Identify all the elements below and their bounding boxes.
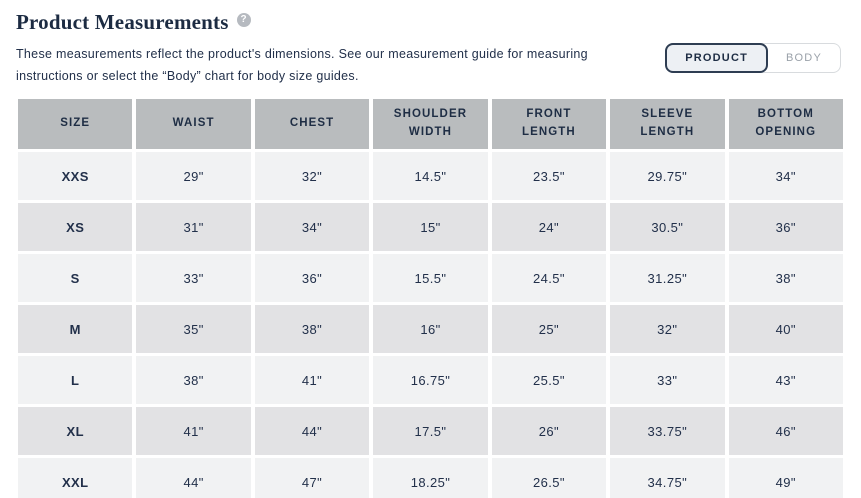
table-row-s xyxy=(18,254,843,302)
measurement-cell: 36" xyxy=(255,254,369,302)
measurement-cell: 33" xyxy=(136,254,250,302)
measurement-cell: 46" xyxy=(729,407,843,455)
measurement-cell: 17.5" xyxy=(373,407,487,455)
table-row-xs xyxy=(18,203,843,251)
measurement-cell: 31" xyxy=(136,203,250,251)
info-tooltip-icon[interactable]: ? xyxy=(237,13,251,27)
measurement-cell: 24" xyxy=(492,203,606,251)
size-cell: XXS xyxy=(18,152,132,200)
table-row-xxl xyxy=(18,458,843,498)
measurement-cell: 25.5" xyxy=(492,356,606,404)
measurement-cell: 24.5" xyxy=(492,254,606,302)
header-cell-sleeve-length: SLEEVE LENGTH xyxy=(610,99,724,149)
measurement-cell: 36" xyxy=(729,203,843,251)
measurement-cell: 26" xyxy=(492,407,606,455)
size-cell: L xyxy=(18,356,132,404)
measurement-cell: 49" xyxy=(729,458,843,498)
measurement-cell: 25" xyxy=(492,305,606,353)
measurement-cell: 16" xyxy=(373,305,487,353)
measurement-cell: 15" xyxy=(373,203,487,251)
size-chart-table xyxy=(14,96,847,498)
measurement-cell: 26.5" xyxy=(492,458,606,498)
measurement-cell: 44" xyxy=(255,407,369,455)
header-cell-bottom-opening: BOTTOM OPENING xyxy=(729,99,843,149)
measurement-cell: 31.25" xyxy=(610,254,724,302)
size-cell: XXL xyxy=(18,458,132,498)
measurement-cell: 34" xyxy=(255,203,369,251)
measurement-cell: 33.75" xyxy=(610,407,724,455)
measurement-cell: 14.5" xyxy=(373,152,487,200)
measurement-cell: 38" xyxy=(729,254,843,302)
measurement-cell: 44" xyxy=(136,458,250,498)
chart-type-toggle xyxy=(665,43,841,73)
measurement-cell: 33" xyxy=(610,356,724,404)
measurement-cell: 30.5" xyxy=(610,203,724,251)
table-header-row xyxy=(18,99,843,149)
size-cell: M xyxy=(18,305,132,353)
header xyxy=(0,0,861,87)
header-cell-front-length: FRONT LENGTH xyxy=(492,99,606,149)
header-cell-waist: WAIST xyxy=(136,99,250,149)
header-cell-chest: CHEST xyxy=(255,99,369,149)
size-cell: S xyxy=(18,254,132,302)
header-cell-size: SIZE xyxy=(18,99,132,149)
measurement-cell: 38" xyxy=(136,356,250,404)
measurement-cell: 29" xyxy=(136,152,250,200)
table-row-xl xyxy=(18,407,843,455)
measurement-cell: 16.75" xyxy=(373,356,487,404)
table-row-l xyxy=(18,356,843,404)
measurement-cell: 34.75" xyxy=(610,458,724,498)
size-cell: XL xyxy=(18,407,132,455)
measurements-description: These measurements reflect the product's dimensions. See our measurement guide for measuring instructions or select the “Body” chart for body size guides. xyxy=(16,47,588,83)
measurement-cell: 34" xyxy=(729,152,843,200)
measurement-cell: 38" xyxy=(255,305,369,353)
table-row-m xyxy=(18,305,843,353)
measurement-cell: 32" xyxy=(255,152,369,200)
measurement-cell: 18.25" xyxy=(373,458,487,498)
header-cell-shoulder-width: SHOULDER WIDTH xyxy=(373,99,487,149)
measurement-cell: 29.75" xyxy=(610,152,724,200)
measurement-cell: 23.5" xyxy=(492,152,606,200)
measurement-cell: 32" xyxy=(610,305,724,353)
measurement-cell: 41" xyxy=(136,407,250,455)
table-row-xxs xyxy=(18,152,843,200)
body-tab-button[interactable]: BODY xyxy=(762,43,841,73)
size-cell: XS xyxy=(18,203,132,251)
measurement-cell: 40" xyxy=(729,305,843,353)
measurement-cell: 47" xyxy=(255,458,369,498)
product-tab-button[interactable]: PRODUCT xyxy=(665,43,768,73)
measurement-cell: 43" xyxy=(729,356,843,404)
measurement-cell: 41" xyxy=(255,356,369,404)
measurement-cell: 35" xyxy=(136,305,250,353)
page-title: Product Measurements xyxy=(16,10,229,34)
measurement-cell: 15.5" xyxy=(373,254,487,302)
